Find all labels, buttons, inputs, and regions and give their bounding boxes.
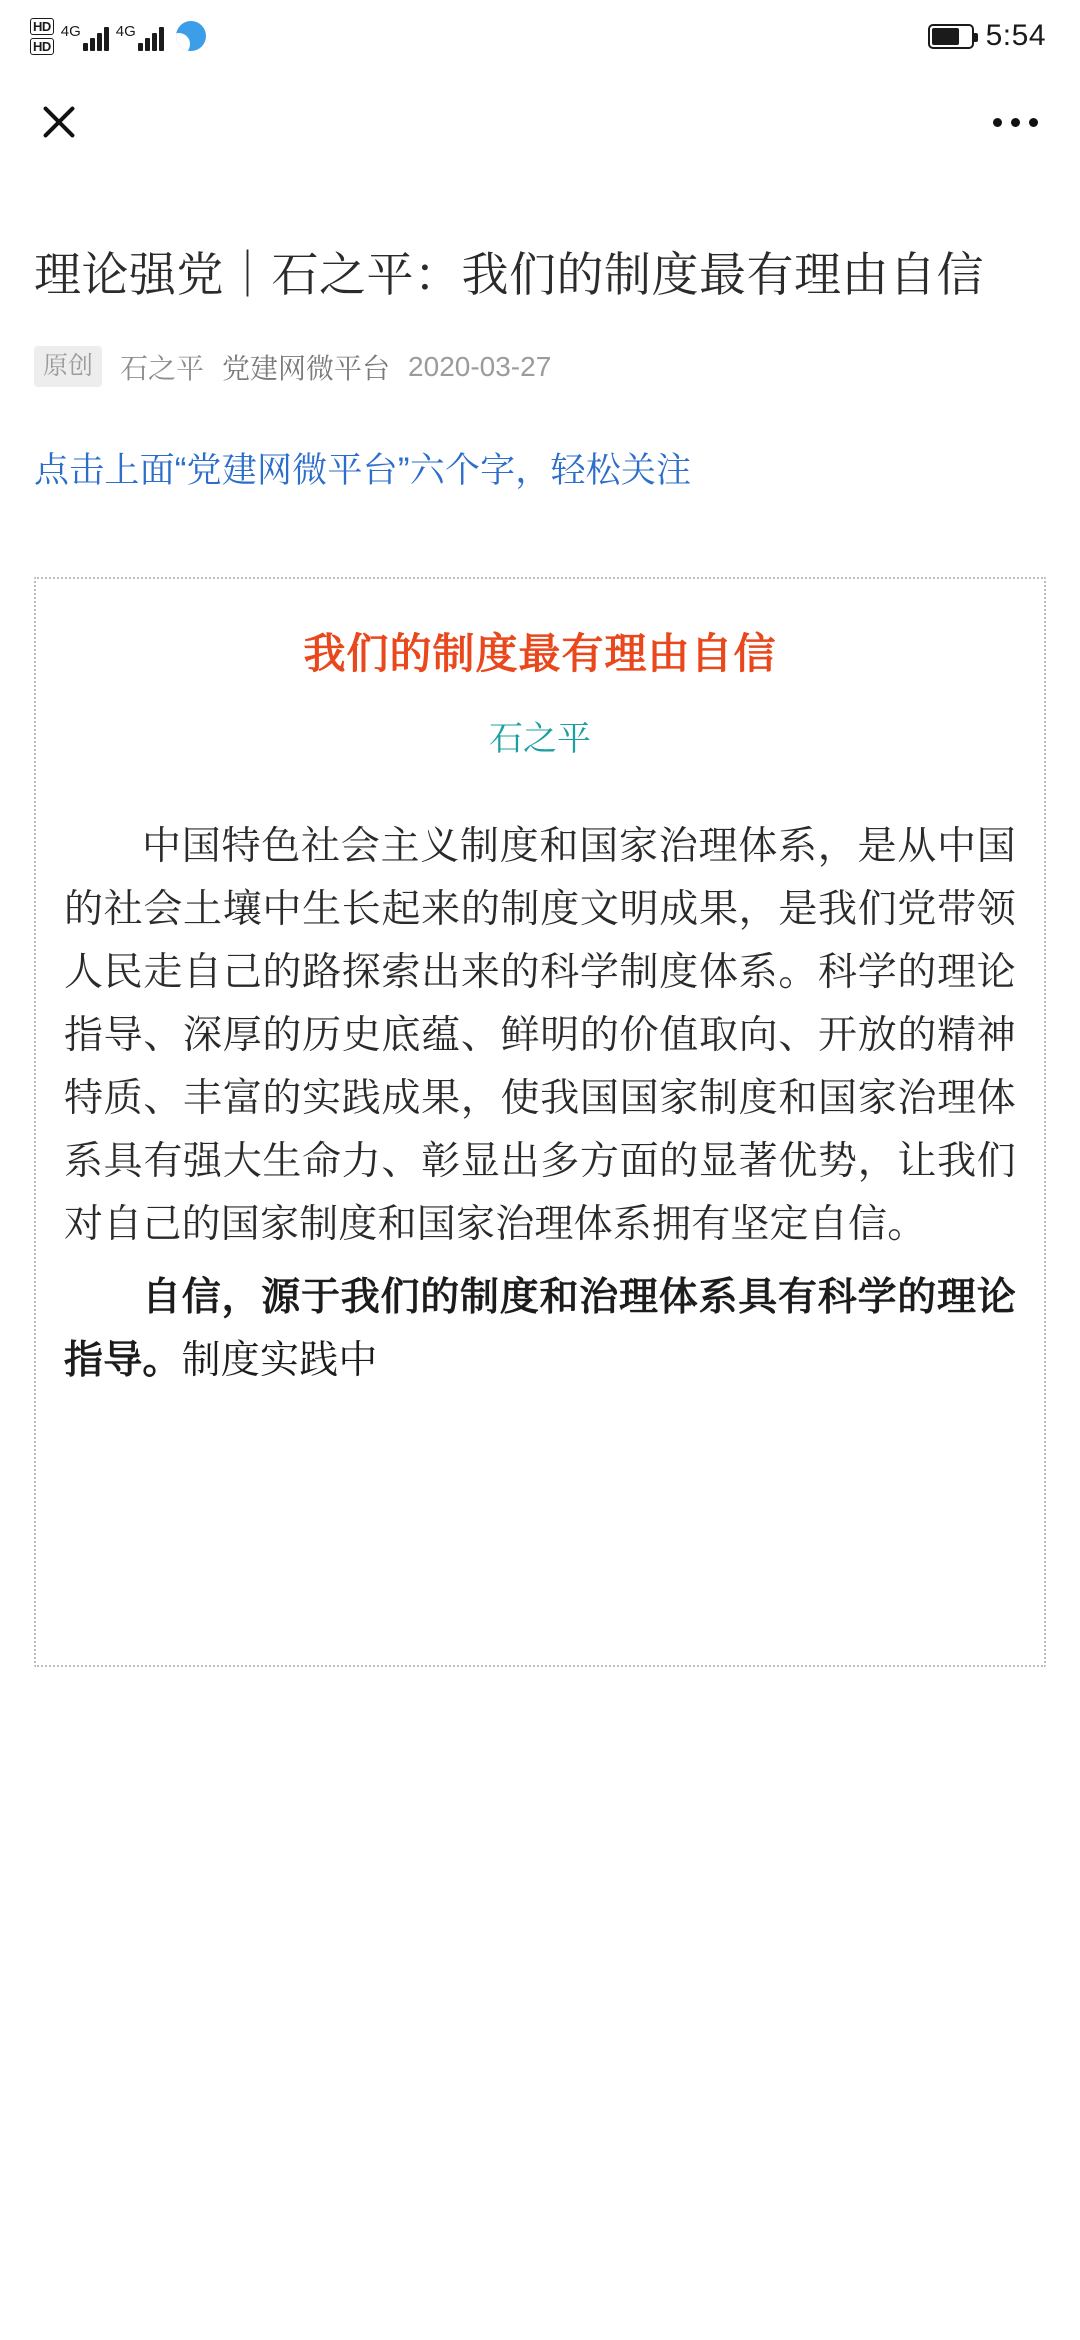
- signal-bars-icon-2: [138, 21, 164, 51]
- battery-icon: [928, 24, 974, 49]
- status-bar-left: [30, 18, 206, 55]
- article-container: [0, 242, 1080, 1667]
- article-meta: [34, 346, 1046, 387]
- page-title: 理论强党｜石之平：我们的制度最有理由自信: [34, 248, 984, 301]
- status-bar-right: [928, 19, 1046, 53]
- box-author: 石之平: [489, 720, 591, 758]
- app-status-icon: [176, 21, 206, 51]
- network-type-label-2: 4G: [115, 23, 136, 40]
- original-badge: 原创: [34, 346, 102, 387]
- article-author: 石之平: [120, 352, 205, 384]
- article-highlight-box: [34, 577, 1046, 1667]
- follow-prompt-link[interactable]: 点击上面“党建网微平台”六个字，轻松关注: [34, 451, 692, 490]
- status-bar: [0, 0, 1080, 72]
- hd-badge-group: [30, 18, 54, 55]
- nav-bar: [0, 72, 1080, 172]
- box-paragraph-2-bold: 自信，源于我们的制度和治理体系具有科学的理论指导。: [64, 1276, 1016, 1382]
- box-title: 我们的制度最有理由自信: [303, 630, 777, 677]
- signal-bars-icon-1: [83, 21, 109, 51]
- hd-badge-icon-2: HD: [30, 38, 54, 55]
- more-options-icon[interactable]: [993, 118, 1038, 127]
- article-date: 2020-03-27: [408, 350, 552, 382]
- signal-group-2: [116, 21, 164, 51]
- box-paragraph-2: [64, 1266, 1016, 1392]
- network-type-label-1: 4G: [60, 23, 81, 40]
- signal-group-1: [61, 21, 109, 51]
- status-bar-clock: 5:54: [985, 19, 1046, 52]
- box-paragraph-2-rest: 制度实践中: [181, 1339, 378, 1382]
- hd-badge-icon-1: HD: [30, 18, 54, 35]
- box-paragraph-1: 中国特色社会主义制度和国家治理体系，是从中国的社会土壤中生长起来的制度文明成果，是我们党带领人民走自己的路探索出来的科学制度体系。科学的理论指导、深厚的历史底蕴、鲜明的价值取向、开放的精神特质、丰富的实践成果，使我国国家制度和国家治理体系具有强大生命力、彰显出多方面的显著优势，让我们对自己的国家制度和国家治理体系拥有坚定自信。: [64, 825, 1016, 1246]
- article-account-name[interactable]: 党建网微平台: [222, 352, 391, 384]
- close-icon[interactable]: [36, 99, 82, 145]
